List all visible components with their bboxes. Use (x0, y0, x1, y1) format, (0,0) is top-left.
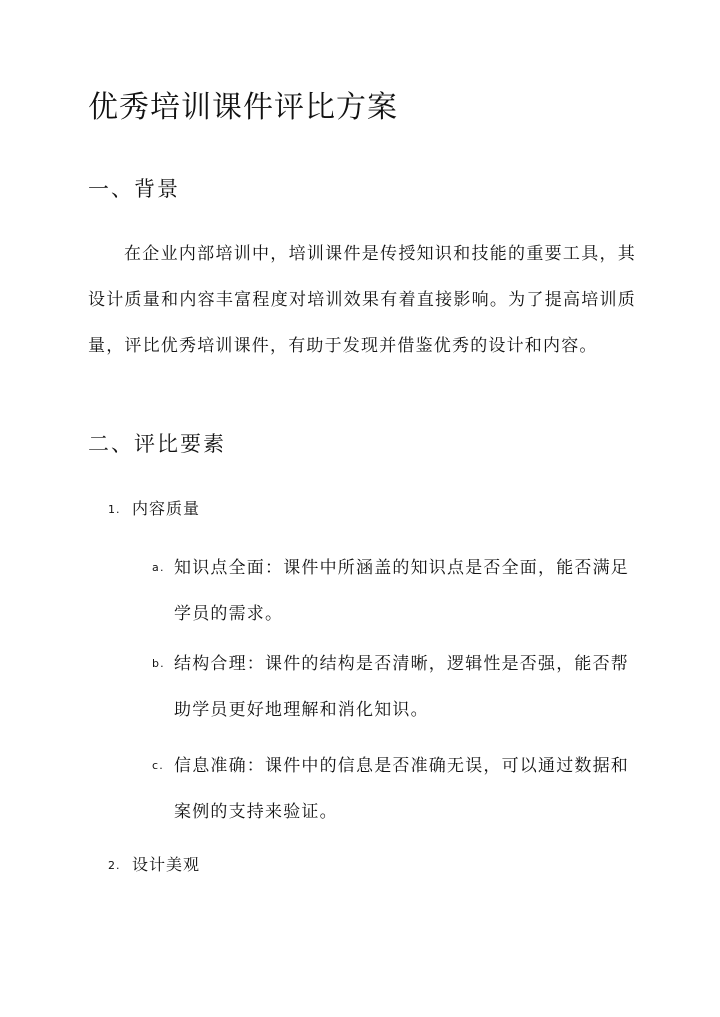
list-item-label: 设计美观 (132, 855, 201, 874)
sub-item-accuracy (152, 743, 632, 835)
list-number: 1. (108, 503, 121, 516)
sub-item-letter: c. (152, 759, 164, 772)
background-paragraph: 在企业内部培训中，培训课件是传授知识和技能的重要工具，其设计质量和内容丰富程度对培训效果有着直接影响。为了提高培训质量，评比优秀培训课件，有助于发现并借鉴优秀的设计和内容。 (88, 244, 636, 356)
sub-item-letter: a. (152, 561, 165, 574)
section-heading-criteria: 二、评比要素 (88, 432, 226, 456)
sub-item-letter: b. (152, 657, 165, 670)
sub-item-text: 知识点全面：课件中所涵盖的知识点是否全面，能否满足学员的需求。 (174, 558, 629, 624)
section-heading-background: 一、背景 (88, 177, 180, 201)
sub-item-structure (152, 641, 632, 733)
sub-item-knowledge-coverage (152, 545, 632, 637)
sub-item-text: 信息准确：课件中的信息是否准确无误，可以通过数据和案例的支持来验证。 (174, 756, 629, 822)
list-number: 2. (108, 859, 121, 872)
list-item-design-aesthetics (108, 853, 200, 878)
list-item-label: 内容质量 (132, 499, 201, 518)
list-item-content-quality (108, 497, 200, 522)
document-title: 优秀培训课件评比方案 (88, 90, 398, 125)
sub-item-text: 结构合理：课件的结构是否清晰，逻辑性是否强，能否帮助学员更好地理解和消化知识。 (174, 654, 629, 720)
